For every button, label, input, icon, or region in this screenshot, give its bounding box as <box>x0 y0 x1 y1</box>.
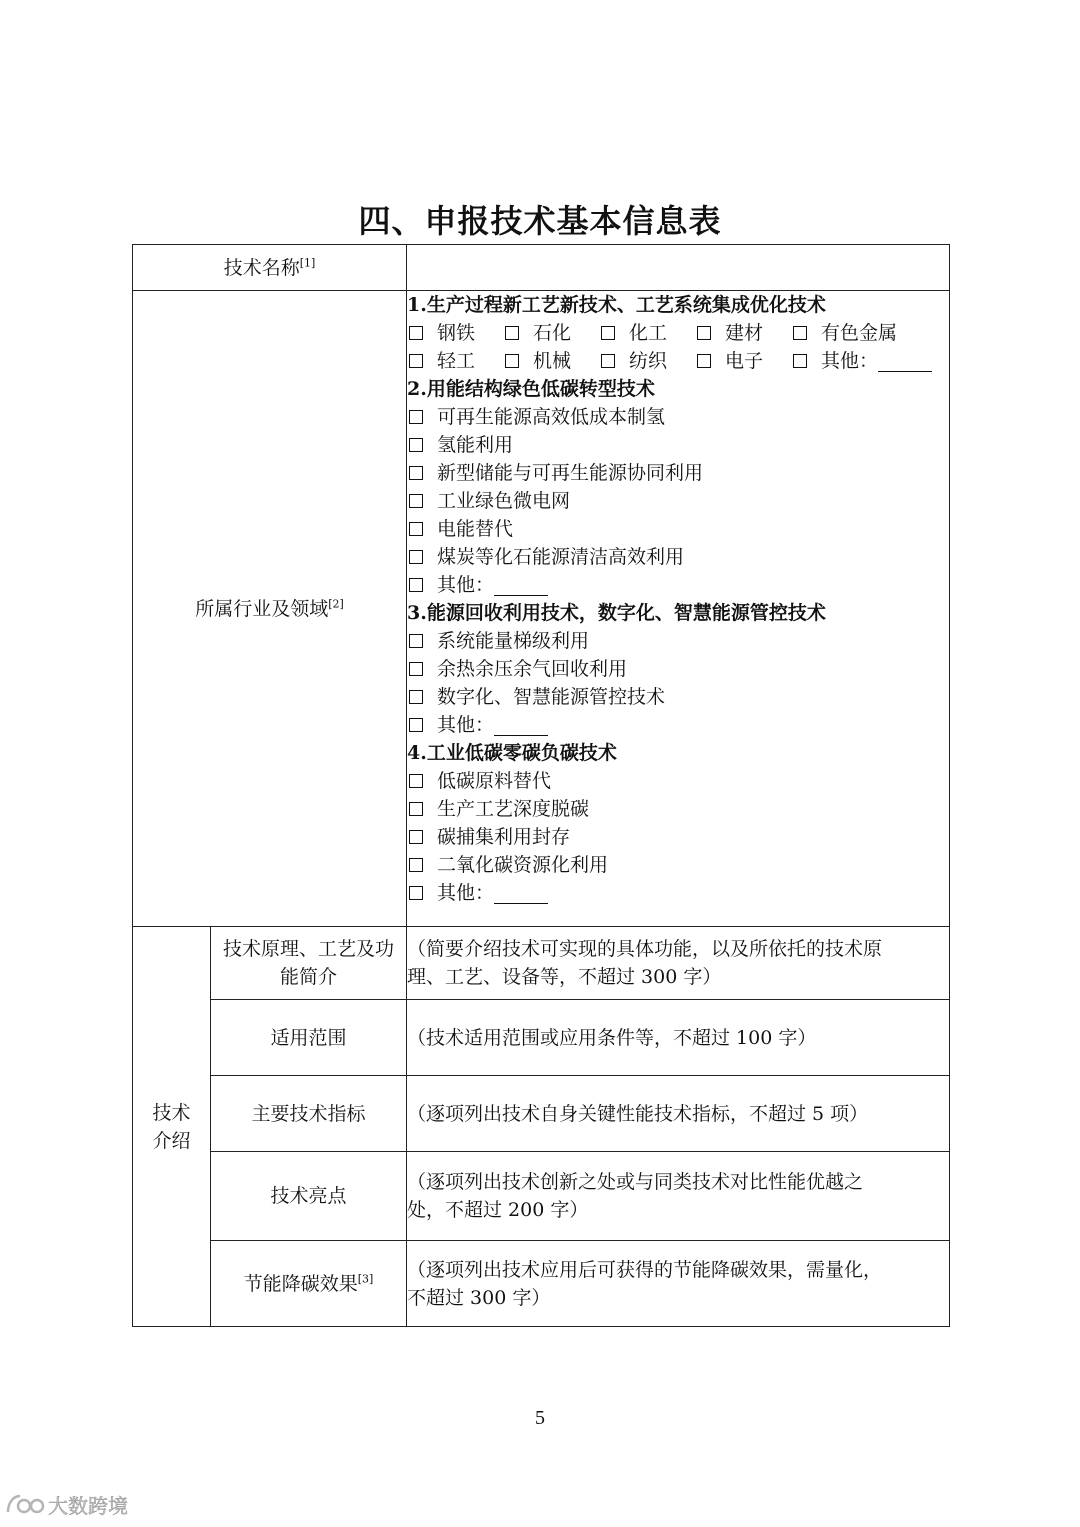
watermark-text: 大数跨境 <box>48 1494 128 1518</box>
checkbox-option[interactable]: 余热余压余气回收利用 <box>407 655 949 683</box>
checkbox[interactable] <box>601 326 615 340</box>
checkbox[interactable] <box>793 354 807 368</box>
checkbox-option[interactable]: 电子 <box>695 347 791 375</box>
checkbox[interactable] <box>409 410 423 424</box>
checkbox-option[interactable]: 有色金属 <box>791 319 897 347</box>
intro-row-label: 技术原理、工艺及功 能简介 <box>211 927 407 1000</box>
checkbox[interactable] <box>409 774 423 788</box>
checkbox[interactable] <box>409 802 423 816</box>
intro-row-desc[interactable]: （逐项列出技术自身关键性能技术指标，不超过 5 项） <box>407 1076 950 1152</box>
intro-row-desc[interactable]: （逐项列出技术应用后可获得的节能降碳效果，需量化， 不超过 300 字） <box>407 1241 950 1327</box>
checkbox[interactable] <box>409 886 423 900</box>
checkbox-option[interactable]: 化工 <box>599 319 695 347</box>
checkbox[interactable] <box>409 550 423 564</box>
option-row <box>407 347 949 375</box>
checkbox-option-other[interactable]: 其他： <box>407 571 949 599</box>
other-blank-field[interactable] <box>494 715 548 736</box>
intro-row-label: 主要技术指标 <box>211 1076 407 1152</box>
checkbox-option[interactable]: 生产工艺深度脱碳 <box>407 795 949 823</box>
checkbox[interactable] <box>505 354 519 368</box>
intro-row-label: 适用范围 <box>211 1000 407 1076</box>
industry-options <box>407 291 950 927</box>
checkbox[interactable] <box>505 326 519 340</box>
intro-row-label: 节能降碳效果[3] <box>211 1241 407 1327</box>
footnote-marker: [3] <box>357 1272 374 1286</box>
checkbox-option[interactable]: 煤炭等化石能源清洁高效利用 <box>407 543 949 571</box>
intro-row-desc[interactable]: （逐项列出技术创新之处或与同类技术对比性能优越之 处，不超过 200 字） <box>407 1152 950 1241</box>
checkbox-option[interactable]: 纺织 <box>599 347 695 375</box>
industry-row <box>133 291 950 927</box>
checkbox[interactable] <box>409 522 423 536</box>
footnote-marker: [1] <box>299 256 316 270</box>
checkbox[interactable] <box>409 466 423 480</box>
checkbox-option[interactable]: 石化 <box>503 319 599 347</box>
intro-row <box>133 1152 950 1241</box>
intro-row <box>133 1000 950 1076</box>
checkbox[interactable] <box>409 578 423 592</box>
checkbox[interactable] <box>409 326 423 340</box>
watermark-logo-icon <box>4 1492 46 1518</box>
checkbox-option-other[interactable]: 其他： <box>791 347 932 375</box>
intro-row <box>133 927 950 1000</box>
checkbox[interactable] <box>409 354 423 368</box>
checkbox-option[interactable]: 数字化、智慧能源管控技术 <box>407 683 949 711</box>
checkbox[interactable] <box>409 858 423 872</box>
watermark <box>4 1490 128 1519</box>
other-blank-field[interactable] <box>878 351 932 372</box>
footnote-marker: [2] <box>328 597 344 611</box>
checkbox[interactable] <box>601 354 615 368</box>
checkbox[interactable] <box>409 634 423 648</box>
checkbox[interactable] <box>409 718 423 732</box>
checkbox-option[interactable]: 碳捕集利用封存 <box>407 823 949 851</box>
industry-label: 所属行业及领域[2] <box>133 291 407 927</box>
checkbox-option[interactable]: 系统能量梯级利用 <box>407 627 949 655</box>
intro-row-desc[interactable]: （简要介绍技术可实现的具体功能，以及所依托的技术原 理、工艺、设备等，不超过 300 字） <box>407 927 950 1000</box>
category-heading: 2.用能结构绿色低碳转型技术 <box>407 378 655 400</box>
checkbox-option[interactable]: 机械 <box>503 347 599 375</box>
category-heading: 1.生产过程新工艺新技术、工艺系统集成优化技术 <box>407 294 826 316</box>
checkbox-option[interactable]: 氢能利用 <box>407 431 949 459</box>
checkbox[interactable] <box>697 354 711 368</box>
checkbox-option[interactable]: 低碳原料替代 <box>407 767 949 795</box>
page-number: 5 <box>535 1407 545 1429</box>
option-row <box>407 319 949 347</box>
checkbox-option-other[interactable]: 其他： <box>407 711 949 739</box>
checkbox[interactable] <box>409 662 423 676</box>
checkbox-option[interactable]: 轻工 <box>407 347 503 375</box>
other-blank-field[interactable] <box>494 575 548 596</box>
checkbox-option[interactable]: 新型储能与可再生能源协同利用 <box>407 459 949 487</box>
category-heading: 4.工业低碳零碳负碳技术 <box>407 742 617 764</box>
tech-name-row <box>133 245 950 291</box>
checkbox[interactable] <box>409 690 423 704</box>
checkbox-option-other[interactable]: 其他： <box>407 879 949 907</box>
checkbox-option[interactable]: 建材 <box>695 319 791 347</box>
page-title: 四、申报技术基本信息表 <box>358 202 722 240</box>
checkbox[interactable] <box>697 326 711 340</box>
intro-row-desc[interactable]: （技术适用范围或应用条件等，不超过 100 字） <box>407 1000 950 1076</box>
category-heading: 3.能源回收利用技术，数字化、智慧能源管控技术 <box>407 602 826 624</box>
intro-row-label: 技术亮点 <box>211 1152 407 1241</box>
other-blank-field[interactable] <box>494 883 548 904</box>
intro-row <box>133 1076 950 1152</box>
intro-group-label: 技术 介绍 <box>133 927 211 1327</box>
checkbox[interactable] <box>409 830 423 844</box>
checkbox-option[interactable]: 工业绿色微电网 <box>407 487 949 515</box>
checkbox-option[interactable]: 钢铁 <box>407 319 503 347</box>
tech-name-label: 技术名称[1] <box>133 245 407 291</box>
checkbox-option[interactable]: 二氧化碳资源化利用 <box>407 851 949 879</box>
checkbox[interactable] <box>793 326 807 340</box>
tech-info-table <box>132 244 950 1327</box>
checkbox-option[interactable]: 电能替代 <box>407 515 949 543</box>
checkbox[interactable] <box>409 438 423 452</box>
tech-name-value[interactable] <box>407 245 950 291</box>
intro-row <box>133 1241 950 1327</box>
checkbox-option[interactable]: 可再生能源高效低成本制氢 <box>407 403 949 431</box>
checkbox[interactable] <box>409 494 423 508</box>
